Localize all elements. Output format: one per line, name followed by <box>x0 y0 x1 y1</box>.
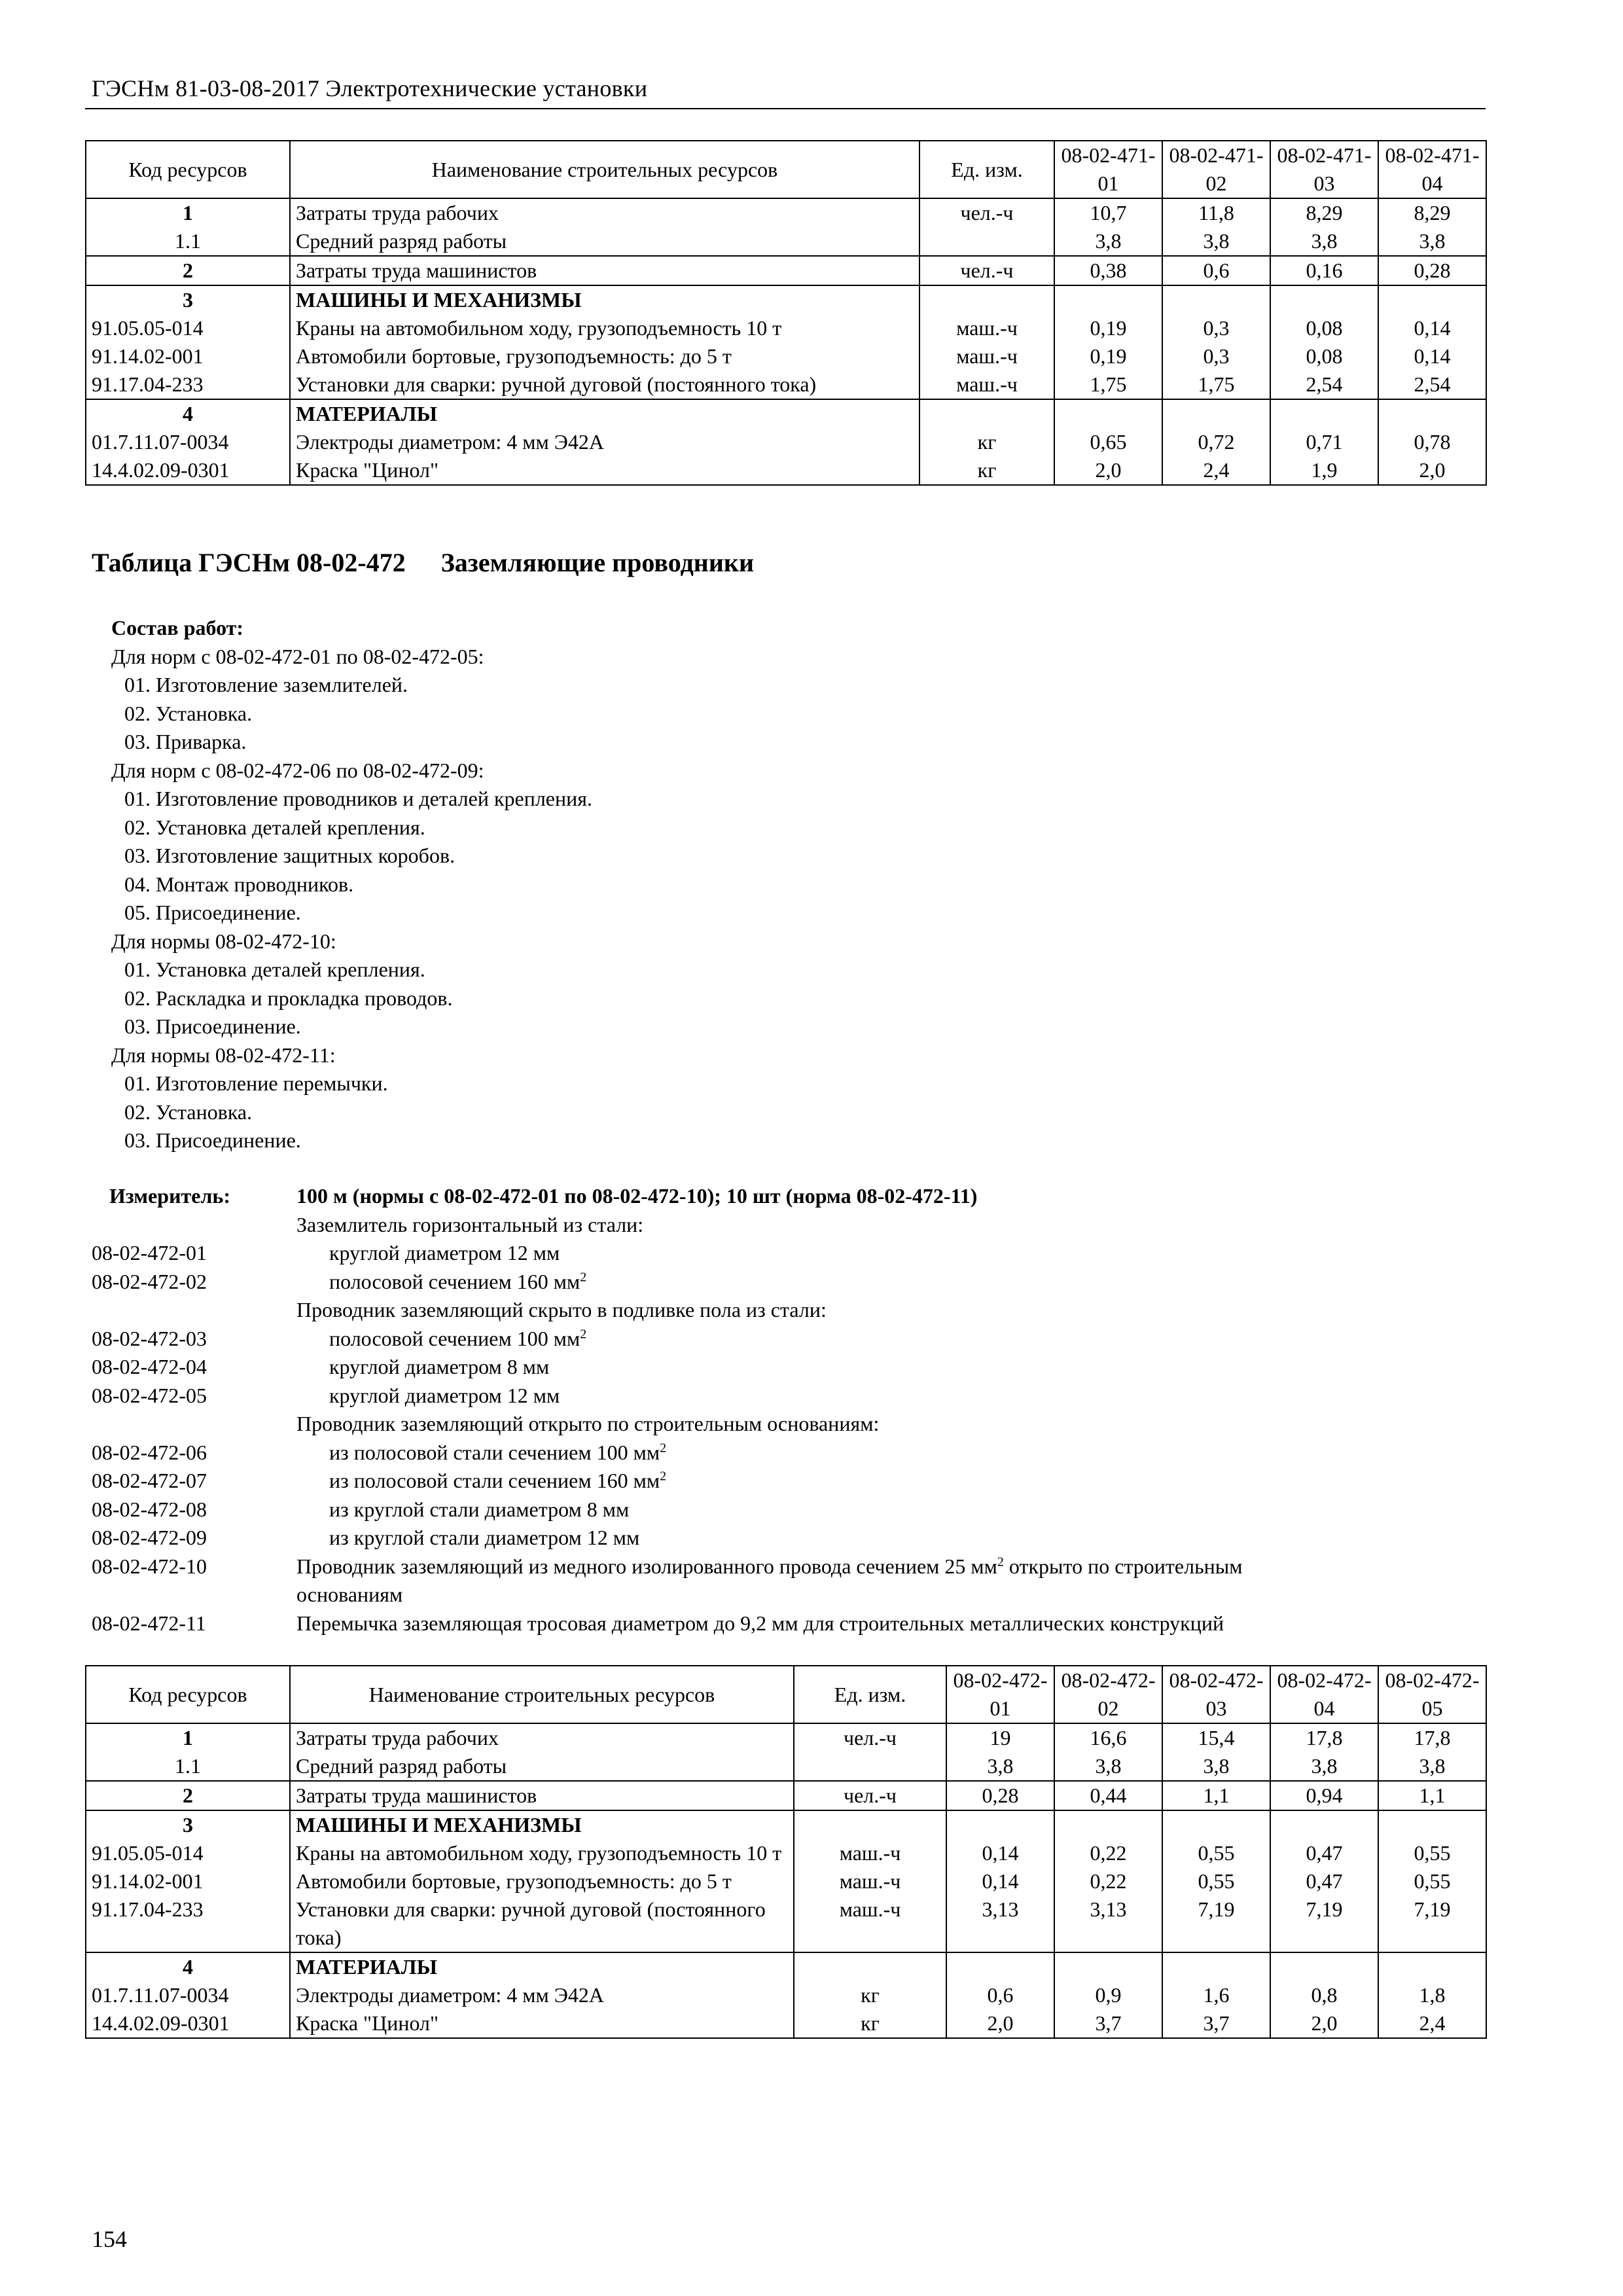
norm-value: 0,14 <box>946 1867 1054 1895</box>
group-heading: Проводник заземляющий открыто по строительным основаниям: <box>296 1412 880 1435</box>
norm-value: 0,22 <box>1054 1839 1162 1867</box>
resource-unit: кг <box>919 428 1054 456</box>
resource-code: 4 <box>86 399 290 428</box>
work-composition-line: Для нормы 08-02-472-10: <box>111 929 336 953</box>
resource-name: Автомобили бортовые, грузоподъемность: до 5 т <box>290 1867 794 1895</box>
resource-unit <box>794 1952 946 1981</box>
norm-value: 2,4 <box>1162 456 1270 485</box>
norm-value <box>1270 1810 1378 1839</box>
table-row <box>86 198 1486 227</box>
resource-name: Автомобили бортовые, грузоподъемность: до 5 т <box>290 342 919 370</box>
resource-code: 91.17.04-233 <box>86 370 290 399</box>
resource-name: Установки для сварки: ручной дуговой (постоянного тока) <box>290 370 919 399</box>
norm-value: 3,8 <box>1054 1752 1162 1781</box>
page-number: 154 <box>92 2226 127 2252</box>
norm-value: 17,8 <box>1378 1723 1486 1752</box>
resource-unit: маш.-ч <box>919 342 1054 370</box>
measure-label: Измеритель: <box>109 1184 230 1208</box>
norm-value: 1,75 <box>1162 370 1270 399</box>
norm-value: 0,14 <box>1378 342 1486 370</box>
header-rule <box>85 108 1486 109</box>
norm-value <box>1054 1810 1162 1839</box>
norm-value: 0,3 <box>1162 342 1270 370</box>
table-row <box>86 1839 1486 1867</box>
norm-value: 1,1 <box>1162 1781 1270 1810</box>
norm-value: 19 <box>946 1723 1054 1752</box>
norm-value: 0,94 <box>1270 1781 1378 1810</box>
norm-value: 2,0 <box>1270 2009 1378 2038</box>
norm-desc: Проводник заземляющий из медного изолированного провода сечением 25 $мм^2$ открыто по строительным <box>296 1554 1243 1578</box>
resource-name: МАТЕРИАЛЫ <box>290 399 919 428</box>
resource-table-471 <box>85 140 1487 486</box>
resource-code: 91.17.04-233 <box>86 1895 290 1952</box>
norm-value: 3,8 <box>1270 1752 1378 1781</box>
norm-desc: из круглой стали диаметром 8 мм <box>329 1497 630 1521</box>
norm-desc: круглой диаметром 8 мм <box>329 1355 550 1378</box>
work-composition-line: 05. Присоединение. <box>124 901 301 924</box>
group-heading: Заземлитель горизонтальный из стали: <box>296 1212 644 1236</box>
norm-value: 0,8 <box>1270 1981 1378 2009</box>
norm-value: 0,78 <box>1378 428 1486 456</box>
norm-value <box>1378 1810 1486 1839</box>
work-composition-line: 01. Изготовление заземлителей. <box>124 673 408 696</box>
norm-value <box>1378 399 1486 428</box>
resource-code: 1 <box>86 198 290 227</box>
norm-value: 3,13 <box>1054 1895 1162 1952</box>
resource-name: МАТЕРИАЛЫ <box>290 1952 794 1981</box>
norm-value <box>1162 285 1270 314</box>
resource-unit: кг <box>794 1981 946 2009</box>
table-row <box>86 428 1486 456</box>
work-composition-line: Для нормы 08-02-472-11: <box>111 1043 336 1067</box>
resource-table-472 <box>85 1665 1487 2039</box>
work-composition-line: 04. Монтаж проводников. <box>124 872 354 896</box>
norm-value: 0,16 <box>1270 256 1378 285</box>
norm-value <box>1162 1952 1270 1981</box>
resource-unit: маш.-ч <box>919 370 1054 399</box>
table-row <box>86 1810 1486 1839</box>
resource-code: 14.4.02.09-0301 <box>86 456 290 485</box>
norm-value: 0,14 <box>946 1839 1054 1867</box>
col-header-norm: 08-02-472-02 <box>1054 1666 1162 1723</box>
norm-value: 0,47 <box>1270 1867 1378 1895</box>
work-composition-line: 01. Установка деталей крепления. <box>124 958 425 981</box>
norm-value: 0,72 <box>1162 428 1270 456</box>
norm-value: 0,19 <box>1054 342 1162 370</box>
work-composition-line: 01. Изготовление перемычки. <box>124 1071 388 1095</box>
resource-unit: маш.-ч <box>919 314 1054 342</box>
table-row <box>86 314 1486 342</box>
resource-code: 2 <box>86 256 290 285</box>
norm-code: 08-02-472-07 <box>92 1469 207 1492</box>
col-header-norm: 08-02-471-02 <box>1162 141 1270 198</box>
table-row <box>86 399 1486 428</box>
norm-value: 0,08 <box>1270 314 1378 342</box>
resource-unit: маш.-ч <box>794 1839 946 1867</box>
norm-value: 0,38 <box>1054 256 1162 285</box>
resource-code: 91.05.05-014 <box>86 1839 290 1867</box>
norm-desc: из круглой стали диаметром 12 мм <box>329 1526 640 1549</box>
resource-unit: кг <box>919 456 1054 485</box>
norm-code: 08-02-472-03 <box>92 1326 207 1350</box>
norm-value: 0,71 <box>1270 428 1378 456</box>
norm-desc: из полосовой стали сечением 100 $мм^2$ <box>329 1440 667 1464</box>
resource-unit <box>794 1810 946 1839</box>
norm-value: 0,6 <box>1162 256 1270 285</box>
norm-code: 08-02-472-10 <box>92 1554 207 1578</box>
norm-value: 1,6 <box>1162 1981 1270 2009</box>
norm-desc: круглой диаметром 12 мм <box>329 1383 560 1407</box>
norm-code: 08-02-472-11 <box>92 1611 206 1635</box>
norm-value: 0,65 <box>1054 428 1162 456</box>
norm-code: 08-02-472-09 <box>92 1526 207 1549</box>
norm-value <box>1378 285 1486 314</box>
work-composition-line: 03. Изготовление защитных коробов. <box>124 844 455 867</box>
resource-unit: чел.-ч <box>794 1723 946 1752</box>
norm-code: 08-02-472-01 <box>92 1241 207 1265</box>
norm-value: 1,75 <box>1054 370 1162 399</box>
resource-name: МАШИНЫ И МЕХАНИЗМЫ <box>290 285 919 314</box>
resource-code: 01.7.11.07-0034 <box>86 428 290 456</box>
norm-value: 0,14 <box>1378 314 1486 342</box>
resource-code: 91.14.02-001 <box>86 342 290 370</box>
norm-value: 3,8 <box>1162 1752 1270 1781</box>
norm-value: 0,6 <box>946 1981 1054 2009</box>
norm-value: 0,28 <box>946 1781 1054 1810</box>
resource-name: Установки для сварки: ручной дуговой (постоянного тока) <box>290 1895 794 1952</box>
resource-name: Средний разряд работы <box>290 1752 794 1781</box>
resource-unit: чел.-ч <box>919 198 1054 227</box>
norm-value: 7,19 <box>1378 1895 1486 1952</box>
table-row <box>86 2009 1486 2038</box>
norm-value <box>1054 399 1162 428</box>
norm-value: 2,0 <box>946 2009 1054 2038</box>
work-composition-line: Для норм с 08-02-472-01 по 08-02-472-05: <box>111 644 484 668</box>
resource-code: 3 <box>86 1810 290 1839</box>
table-row <box>86 342 1486 370</box>
table-row <box>86 1867 1486 1895</box>
work-composition-line: 03. Присоединение. <box>124 1128 301 1152</box>
resource-code: 1.1 <box>86 1752 290 1781</box>
table-number: Таблица ГЭСНм 08-02-472 <box>92 548 406 577</box>
norm-value: 8,29 <box>1378 198 1486 227</box>
norm-value: 0,28 <box>1378 256 1486 285</box>
resource-name: Затраты труда машинистов <box>290 1781 794 1810</box>
norm-value: 3,8 <box>1270 227 1378 256</box>
col-header-unit: Ед. изм. <box>919 141 1054 198</box>
col-header-norm: 08-02-471-04 <box>1378 141 1486 198</box>
resource-unit <box>919 285 1054 314</box>
work-composition-line: 01. Изготовление проводников и деталей крепления. <box>124 787 592 810</box>
measurement-section <box>92 1182 1492 1638</box>
col-header-norm: 08-02-472-05 <box>1378 1666 1486 1723</box>
norm-value: 3,13 <box>946 1895 1054 1952</box>
norm-desc-cont: основаниям <box>296 1583 403 1606</box>
resource-name: Затраты труда рабочих <box>290 198 919 227</box>
norm-code: 08-02-472-04 <box>92 1355 207 1378</box>
norm-value: 11,8 <box>1162 198 1270 227</box>
norm-value: 3,8 <box>946 1752 1054 1781</box>
resource-name: МАШИНЫ И МЕХАНИЗМЫ <box>290 1810 794 1839</box>
norm-value: 7,19 <box>1162 1895 1270 1952</box>
norm-value <box>1270 285 1378 314</box>
table-row <box>86 456 1486 485</box>
norm-value: 2,54 <box>1378 370 1486 399</box>
resource-name: Краны на автомобильном ходу, грузоподъемность 10 т <box>290 1839 794 1867</box>
norm-value: 0,55 <box>1378 1867 1486 1895</box>
table-row <box>86 1723 1486 1752</box>
norm-value <box>1270 399 1378 428</box>
resource-unit <box>919 399 1054 428</box>
resource-unit: чел.-ч <box>794 1781 946 1810</box>
norm-value: 0,47 <box>1270 1839 1378 1867</box>
norm-value: 0,3 <box>1162 314 1270 342</box>
norm-value: 0,55 <box>1162 1867 1270 1895</box>
norm-value <box>946 1952 1054 1981</box>
norm-value: 3,7 <box>1054 2009 1162 2038</box>
norm-value: 8,29 <box>1270 198 1378 227</box>
norm-value: 0,55 <box>1378 1839 1486 1867</box>
resource-name: Краны на автомобильном ходу, грузоподъемность 10 т <box>290 314 919 342</box>
norm-value: 7,19 <box>1270 1895 1378 1952</box>
norm-code: 08-02-472-05 <box>92 1383 207 1407</box>
col-header-unit: Ед. изм. <box>794 1666 946 1723</box>
norm-value: 10,7 <box>1054 198 1162 227</box>
col-header-norm: 08-02-471-01 <box>1054 141 1162 198</box>
resource-unit <box>919 227 1054 256</box>
resource-name: Затраты труда машинистов <box>290 256 919 285</box>
norm-value: 3,8 <box>1054 227 1162 256</box>
table-title <box>92 547 754 578</box>
norm-value: 0,22 <box>1054 1867 1162 1895</box>
work-composition <box>111 614 592 1155</box>
norm-desc: Перемычка заземляющая тросовая диаметром до 9,2 мм для строительных металлических конструкций <box>296 1611 1224 1635</box>
norm-value <box>1270 1952 1378 1981</box>
table-row <box>86 370 1486 399</box>
norm-code: 08-02-472-02 <box>92 1269 207 1293</box>
table-row <box>86 1981 1486 2009</box>
table-row <box>86 1752 1486 1781</box>
norm-value <box>1162 1810 1270 1839</box>
work-composition-line: 02. Установка. <box>124 1100 253 1124</box>
table-row <box>86 256 1486 285</box>
norm-value <box>1162 399 1270 428</box>
table-row <box>86 285 1486 314</box>
norm-value: 15,4 <box>1162 1723 1270 1752</box>
table-name: Заземляющие проводники <box>440 548 754 577</box>
norm-value: 16,6 <box>1054 1723 1162 1752</box>
work-composition-line: 02. Раскладка и прокладка проводов. <box>124 986 453 1010</box>
norm-code: 08-02-472-08 <box>92 1497 207 1521</box>
norm-value: 0,55 <box>1162 1839 1270 1867</box>
norm-value: 0,08 <box>1270 342 1378 370</box>
resource-code: 3 <box>86 285 290 314</box>
norm-value: 3,7 <box>1162 2009 1270 2038</box>
norm-code: 08-02-472-06 <box>92 1440 207 1464</box>
col-header-norm: 08-02-472-04 <box>1270 1666 1378 1723</box>
group-heading: Проводник заземляющий скрыто в подливке пола из стали: <box>296 1298 827 1321</box>
measure-value: 100 м (нормы с 08-02-472-01 по 08-02-472-10); 10 шт (норма 08-02-472-11) <box>296 1184 978 1208</box>
col-header-name: Наименование строительных ресурсов <box>290 141 919 198</box>
work-composition-title: Состав работ: <box>111 616 244 639</box>
norm-value: 17,8 <box>1270 1723 1378 1752</box>
resource-code: 91.14.02-001 <box>86 1867 290 1895</box>
norm-desc: круглой диаметром 12 мм <box>329 1241 560 1265</box>
resource-code: 91.05.05-014 <box>86 314 290 342</box>
norm-value: 0,44 <box>1054 1781 1162 1810</box>
running-header: ГЭСНм 81-03-08-2017 Электротехнические установки <box>92 75 648 101</box>
resource-code: 4 <box>86 1952 290 1981</box>
col-header-norm: 08-02-471-03 <box>1270 141 1378 198</box>
norm-value: 1,8 <box>1378 1981 1486 2009</box>
norm-desc: полосовой сечением 160 $мм^2$ <box>329 1269 587 1293</box>
table-row <box>86 1952 1486 1981</box>
norm-value: 0,19 <box>1054 314 1162 342</box>
norm-value: 3,8 <box>1378 1752 1486 1781</box>
norm-value: 2,54 <box>1270 370 1378 399</box>
resource-code: 01.7.11.07-0034 <box>86 1981 290 2009</box>
col-header-norm: 08-02-472-01 <box>946 1666 1054 1723</box>
norm-value <box>1054 285 1162 314</box>
col-header-norm: 08-02-472-03 <box>1162 1666 1270 1723</box>
norm-desc: полосовой сечением 100 $мм^2$ <box>329 1326 587 1350</box>
norm-value: 2,0 <box>1054 456 1162 485</box>
resource-unit <box>794 1752 946 1781</box>
resource-code: 14.4.02.09-0301 <box>86 2009 290 2038</box>
table-row <box>86 1781 1486 1810</box>
work-composition-line: 03. Присоединение. <box>124 1014 301 1038</box>
table-row <box>86 1895 1486 1952</box>
norm-value: 2,0 <box>1378 456 1486 485</box>
resource-unit: чел.-ч <box>919 256 1054 285</box>
resource-code: 1 <box>86 1723 290 1752</box>
resource-unit: маш.-ч <box>794 1867 946 1895</box>
table-row <box>86 227 1486 256</box>
norm-value: 0,9 <box>1054 1981 1162 2009</box>
norm-value <box>946 1810 1054 1839</box>
norm-value <box>1378 1952 1486 1981</box>
resource-name: Краска "Цинол" <box>290 456 919 485</box>
norm-value: 1,1 <box>1378 1781 1486 1810</box>
resource-name: Краска "Цинол" <box>290 2009 794 2038</box>
col-header-name: Наименование строительных ресурсов <box>290 1666 794 1723</box>
work-composition-line: 03. Приварка. <box>124 730 247 753</box>
resource-name: Электроды диаметром: 4 мм Э42А <box>290 1981 794 2009</box>
norm-value: 2,4 <box>1378 2009 1486 2038</box>
col-header-code: Код ресурсов <box>86 1666 290 1723</box>
work-composition-line: 02. Установка деталей крепления. <box>124 815 425 839</box>
norm-desc: из полосовой стали сечением 160 $мм^2$ <box>329 1469 667 1492</box>
resource-name: Затраты труда рабочих <box>290 1723 794 1752</box>
resource-unit: кг <box>794 2009 946 2038</box>
resource-code: 1.1 <box>86 227 290 256</box>
resource-name: Электроды диаметром: 4 мм Э42А <box>290 428 919 456</box>
resource-code: 2 <box>86 1781 290 1810</box>
col-header-code: Код ресурсов <box>86 141 290 198</box>
norm-value <box>1054 1952 1162 1981</box>
norm-value: 1,9 <box>1270 456 1378 485</box>
norm-value: 3,8 <box>1378 227 1486 256</box>
norm-value: 3,8 <box>1162 227 1270 256</box>
resource-name: Средний разряд работы <box>290 227 919 256</box>
work-composition-line: 02. Установка. <box>124 701 253 725</box>
resource-unit: маш.-ч <box>794 1895 946 1952</box>
work-composition-line: Для норм с 08-02-472-06 по 08-02-472-09: <box>111 758 484 782</box>
